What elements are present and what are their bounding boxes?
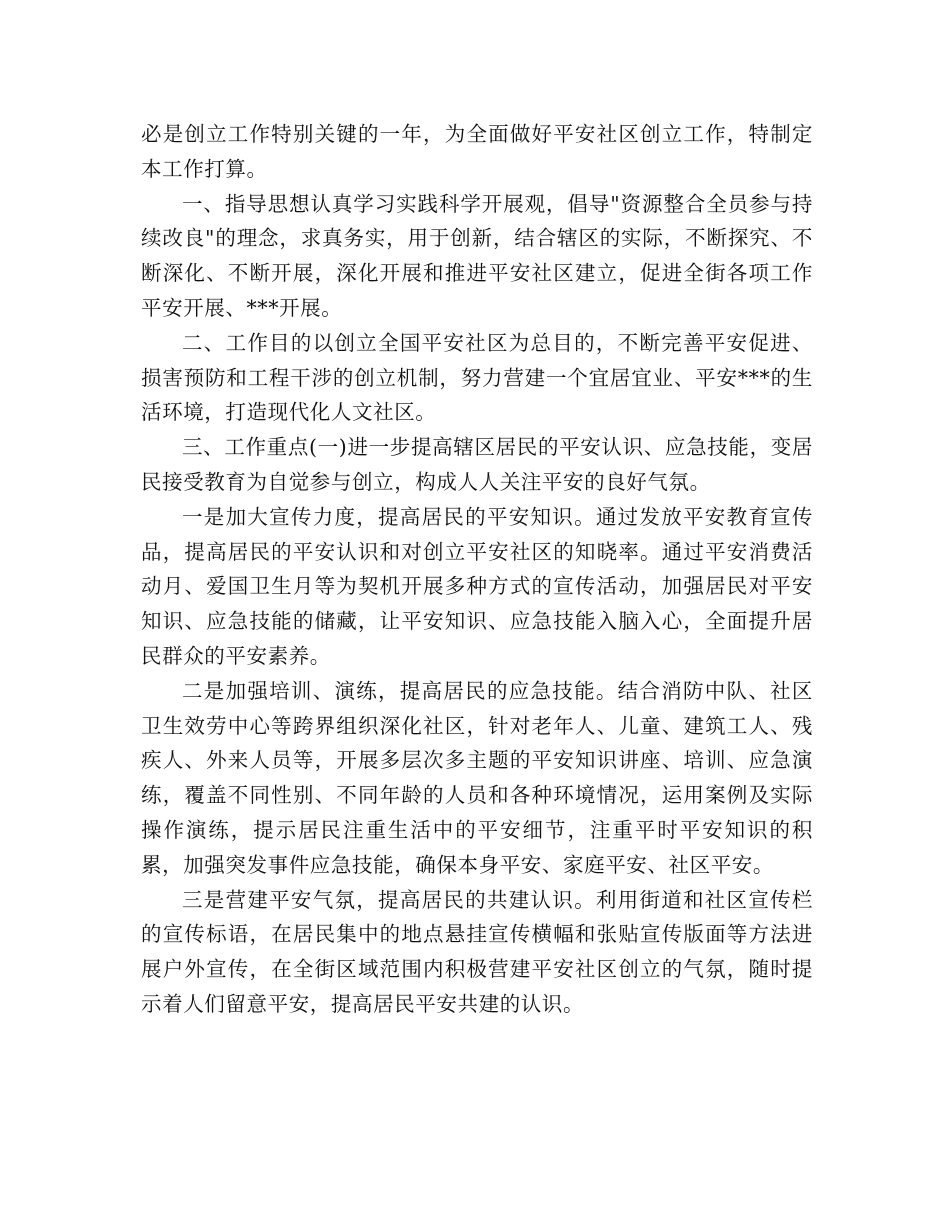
paragraph-work-focus: 三、工作重点(一)进一步提高辖区居民的平安认识、应急技能，变居民接受教育为自觉参与创立，构成人人关注平安的良好气氛。 xyxy=(141,435,813,494)
paragraph-point-one: 一是加大宣传力度，提高居民的平安知识。通过发放平安教育宣传品，提高居民的平安认识和对创立平安社区的知晓率。通过平安消费活动月、爱国卫生月等为契机开展多种方式的宣传活动，加强居民对平安知识、应急技能的储藏，让平安知识、应急技能入脑入心，全面提升居民群众的平安素养。 xyxy=(141,504,813,668)
paragraph-point-three: 三是营建平安气氛，提高居民的共建认识。利用街道和社区宣传栏的宣传标语，在居民集中的地点悬挂宣传横幅和张贴宣传版面等方法进展户外宣传，在全街区域范围内积极营建平安社区创立的气氛，随时提示着人们留意平安，提高居民平安共建的认识。 xyxy=(141,887,813,1016)
paragraph-point-two: 二是加强培训、演练，提高居民的应急技能。结合消防中队、社区卫生效劳中心等跨界组织深化社区，针对老年人、儿童、建筑工人、残疾人、外来人员等，开展多层次多主题的平安知识讲座、培训、应急演练，覆盖不同性别、不同年龄的人员和各种环境情况，运用案例及实际操作演练，提示居民注重生活中的平安细节，注重平时平安知识的积累，加强突发事件应急技能，确保本身平安、家庭平安、社区平安。 xyxy=(141,678,813,877)
paragraph-work-goal: 二、工作目的以创立全国平安社区为总目的，不断完善平安促进、损害预防和工程干涉的创立机制，努力营建一个宜居宜业、平安***的生活环境，打造现代化人文社区。 xyxy=(141,330,813,425)
paragraph-continuation: 必是创立工作特别关键的一年，为全面做好平安社区创立工作，特制定本工作打算。 xyxy=(141,122,813,181)
paragraph-guiding-ideology: 一、指导思想认真学习实践科学开展观，倡导"资源整合全员参与持续改良"的理念，求真务实，用于创新，结合辖区的实际，不断探究、不断深化、不断开展，深化开展和推进平安社区建立，促进全街各项工作平安开展、***开展。 xyxy=(141,191,813,320)
document-body xyxy=(141,117,813,1022)
